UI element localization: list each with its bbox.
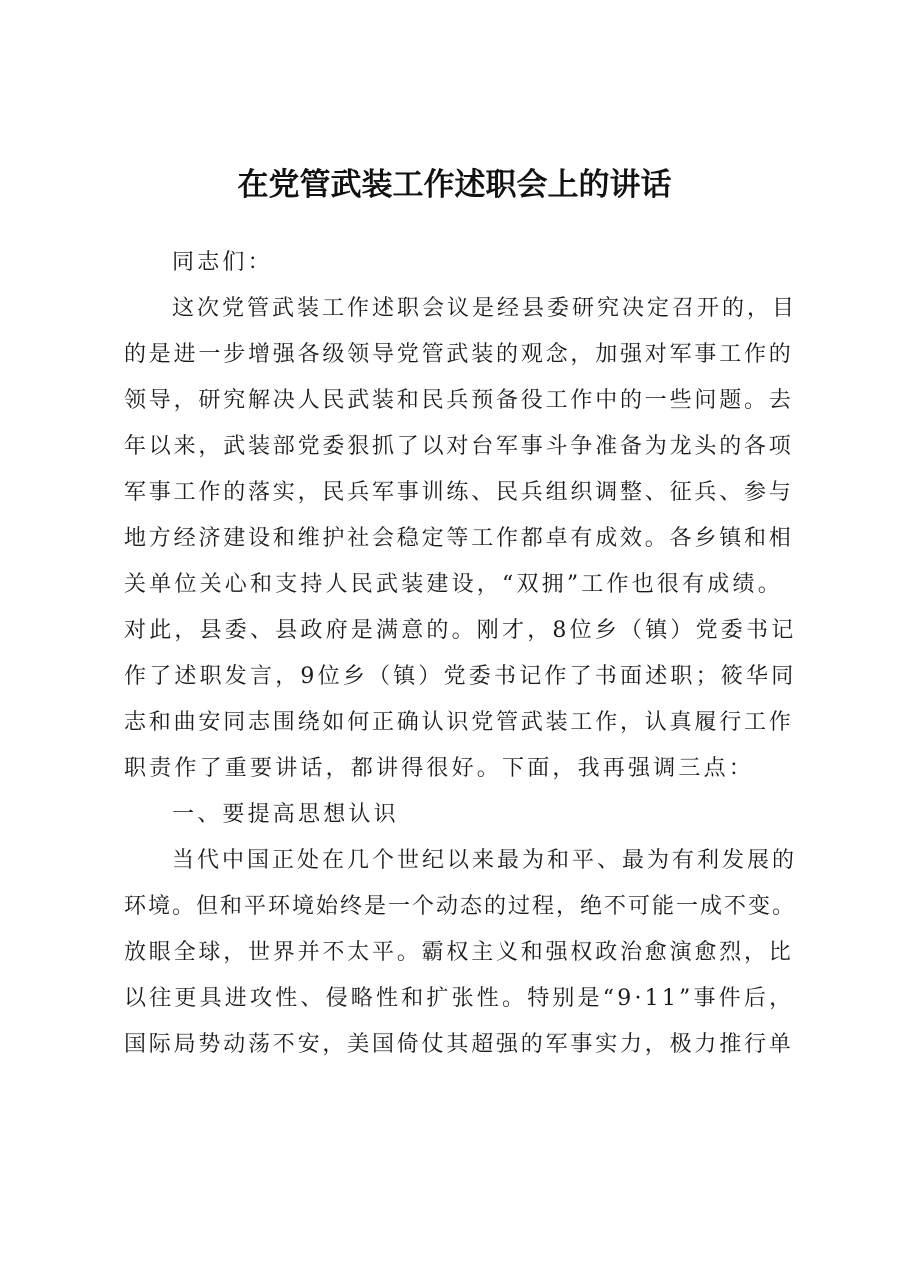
salutation: 同志们： [172, 250, 273, 275]
paragraph-line: 年以来，武装部党委狠抓了以对台军事斗争准备为龙头的各项 [124, 434, 794, 459]
paragraph-line: 领导，研究解决人民武装和民兵预备役工作中的一些问题。去 [124, 388, 794, 413]
paragraph-line: 放眼全球，世界并不太平。霸权主义和强权政治愈演愈烈，比 [124, 940, 794, 965]
document-body [124, 240, 796, 1068]
paragraph-line: 以往更具进攻性、侵略性和扩张性。特别是“9·11”事件后， [124, 986, 795, 1011]
paragraph-line: 对此，县委、县政府是满意的。刚才，8位乡（镇）党委书记 [124, 618, 797, 643]
paragraph-line: 志和曲安同志围绕如何正确认识党管武装工作，认真履行工作 [124, 710, 794, 735]
paragraph-line: 军事工作的落实，民兵军事训练、民兵组织调整、征兵、参与 [124, 480, 794, 505]
paragraph-line: 关单位关心和支持人民武装建设，“双拥”工作也很有成绩。 [124, 572, 783, 597]
section-heading: 一、要提高思想认识 [172, 802, 399, 827]
paragraph-line: 环境。但和平环境始终是一个动态的过程，绝不可能一成不变。 [124, 894, 797, 919]
paragraph-line: 国际局势动荡不安，美国倚仗其超强的军事实力，极力推行单 [124, 1032, 794, 1057]
paragraph-line: 职责作了重要讲话，都讲得很好。下面，我再强调三点： [124, 756, 755, 781]
paragraph-line: 作了述职发言，9位乡（镇）党委书记作了书面述职；筱华同 [124, 664, 797, 689]
document-title: 在党管武装工作述职会上的讲话 [237, 167, 672, 203]
paragraph-line: 当代中国正处在几个世纪以来最为和平、最为有利发展的 [172, 848, 798, 873]
paragraph-line: 这次党管武装工作述职会议是经县委研究决定召开的，目 [172, 296, 798, 321]
paragraph-line: 地方经济建设和维护社会稳定等工作都卓有成效。各乡镇和相 [124, 526, 794, 551]
paragraph-line: 的是进一步增强各级领导党管武装的观念，加强对军事工作的 [124, 342, 794, 367]
